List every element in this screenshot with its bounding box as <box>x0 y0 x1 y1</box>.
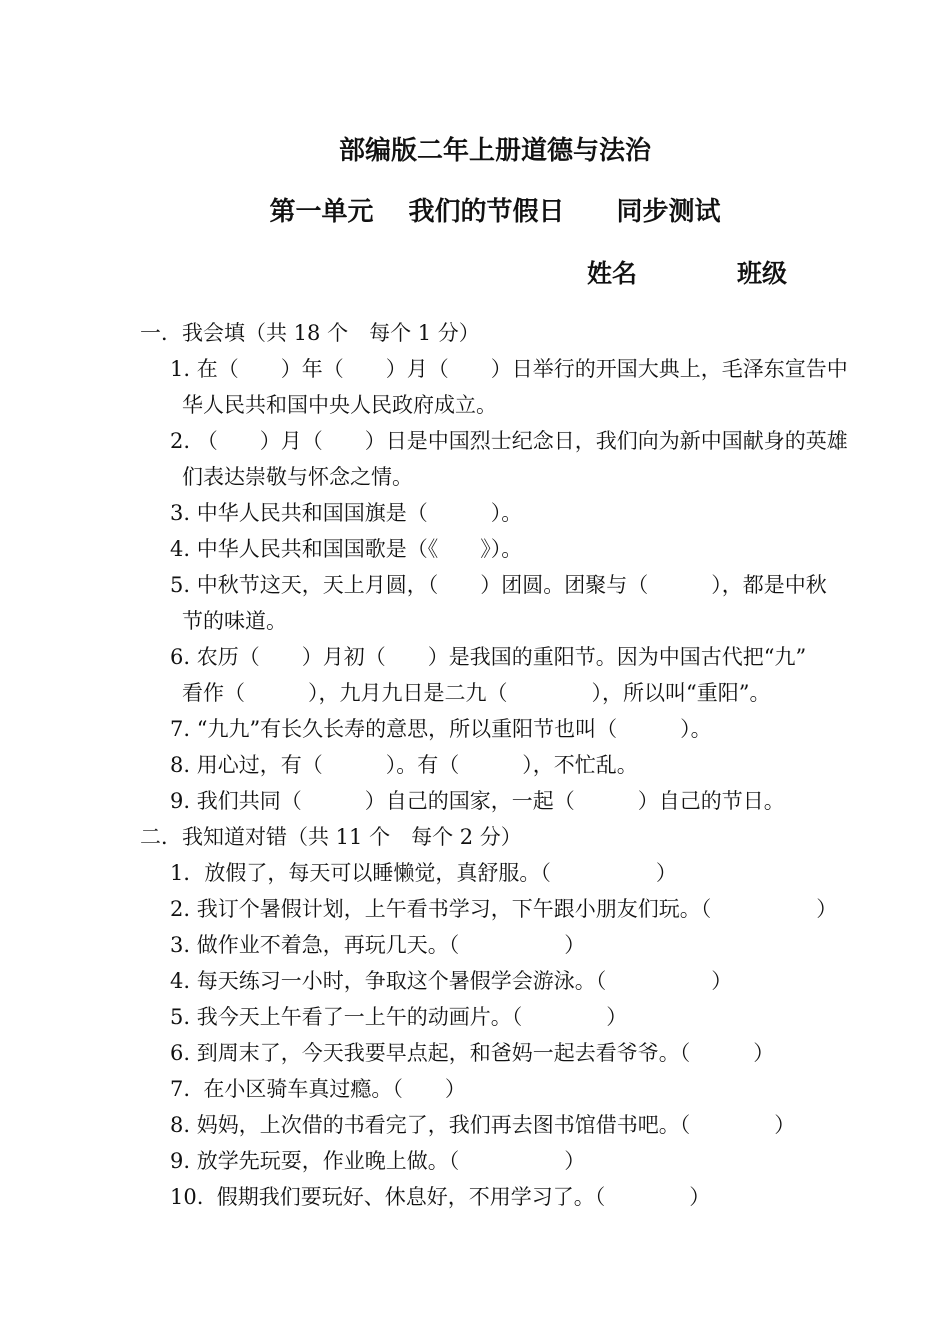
text-line: 华人民共和国中央人民政府成立。 <box>182 393 497 417</box>
text-line: 8. 用心过，有（ ）。有（ ），不忙乱。 <box>170 753 638 777</box>
text-line: 看作（ ），九月九日是二九（ ），所以叫“重阳”。 <box>182 681 771 705</box>
section-heading-2: 二．我知道对错（共 11 个 每个 2 分） <box>140 825 522 849</box>
document-body <box>0 315 950 1215</box>
text-line: 5. 中秋节这天，天上月圆，（ ）团圆。团聚与（ ），都是中秋 <box>170 573 827 597</box>
text-line: 4. 每天练习一小时，争取这个暑假学会游泳。（ ） <box>170 969 733 993</box>
text-line: 7. 在小区骑车真过瘾。（ ） <box>170 1077 466 1101</box>
name-class-line: 姓名 班级 <box>587 259 788 288</box>
text-line: 2. 我订个暑假计划，上午看书学习，下午跟小朋友们玩。（ ） <box>170 897 838 921</box>
text-line: 10. 假期我们要玩好、休息好，不用学习了。（ ） <box>170 1185 711 1209</box>
text-line: 2. （ ）月（ ）日是中国烈士纪念日，我们向为新中国献身的英雄 <box>170 429 848 453</box>
text-line: 3. 中华人民共和国国旗是（ ）。 <box>170 501 523 525</box>
text-line: 8. 妈妈，上次借的书看完了，我们再去图书馆借书吧。（ ） <box>170 1113 796 1137</box>
text-line: 6. 到周末了，今天我要早点起，和爸妈一起去看爷爷。（ ） <box>170 1041 775 1065</box>
text-line: 9. 放学先玩耍，作业晚上做。（ ） <box>170 1149 586 1173</box>
text-line: 9. 我们共同（ ）自己的国家，一起（ ）自己的节日。 <box>170 789 785 813</box>
text-line: 5. 我今天上午看了一上午的动画片。（ ） <box>170 1005 628 1029</box>
text-line: 4. 中华人民共和国国歌是（《 》）。 <box>170 537 523 561</box>
section-heading-1: 一．我会填（共 18 个 每个 1 分） <box>140 321 480 345</box>
text-line: 3. 做作业不着急，再玩几天。（ ） <box>170 933 586 957</box>
document-subtitle: 第一单元 我们的节假日 同步测试 <box>269 197 721 227</box>
text-line: 们表达崇敬与怀念之情。 <box>182 465 413 489</box>
text-line: 节的味道。 <box>182 609 287 633</box>
text-line: 7. “九九”有长久长寿的意思，所以重阳节也叫（ ）。 <box>170 717 712 741</box>
text-line: 1. 在（ ）年（ ）月（ ）日举行的开国大典上，毛泽东宣告中 <box>170 357 848 381</box>
document-title: 部编版二年上册道德与法治 <box>338 136 651 166</box>
text-line: 1．放假了，每天可以睡懒觉，真舒服。（ ） <box>170 861 677 885</box>
text-line: 6. 农历（ ）月初（ ）是我国的重阳节。因为中国古代把“九” <box>170 645 807 669</box>
